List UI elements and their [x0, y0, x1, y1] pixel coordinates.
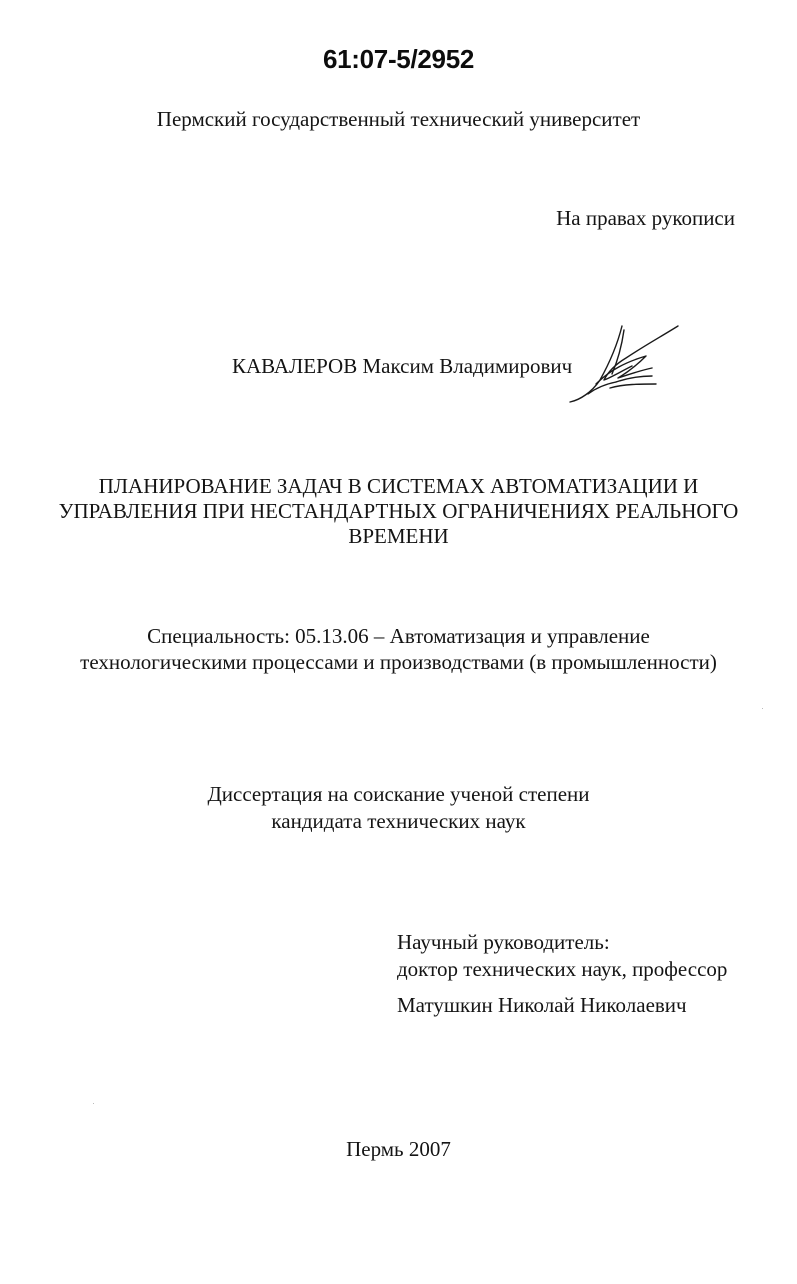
university-name: Пермский государственный технический университет [156, 107, 641, 131]
specialty-line-2: технологическими процессами и производствами (в промышленности) [80, 650, 717, 674]
library-stamp-number: 61:07-5/2952 [322, 44, 475, 74]
author-name: КАВАЛЕРОВ Максим Владимирович [232, 354, 573, 378]
supervisor-name: Матушкин Николай Николаевич [397, 993, 687, 1017]
manuscript-rights-note: На правах рукописи [556, 206, 735, 230]
supervisor-degree: доктор технических наук, профессор [397, 957, 728, 981]
city-year: Пермь 2007 [346, 1137, 451, 1161]
specialty-line-1: Специальность: 05.13.06 – Автоматизация и управление [147, 624, 650, 648]
supervisor-role: Научный руководитель: [397, 930, 610, 954]
scan-speck [93, 1103, 94, 1104]
title-line-1: ПЛАНИРОВАНИЕ ЗАДАЧ В СИСТЕМАХ АВТОМАТИЗАЦИИ И [98, 474, 699, 498]
scan-speck [762, 708, 763, 709]
title-line-2: УПРАВЛЕНИЯ ПРИ НЕСТАНДАРТНЫХ ОГРАНИЧЕНИЯХ РЕАЛЬНОГО [58, 499, 739, 523]
dissertation-title [0, 474, 797, 549]
supervisor-block [397, 929, 727, 1019]
title-line-3: ВРЕМЕНИ [348, 524, 449, 548]
dissertation-line-1: Диссертация на соискание ученой степени [207, 782, 590, 806]
dissertation-statement [0, 781, 797, 835]
specialty [0, 623, 797, 675]
dissertation-line-2: кандидата технических наук [271, 809, 526, 833]
handwritten-signature [566, 322, 686, 406]
